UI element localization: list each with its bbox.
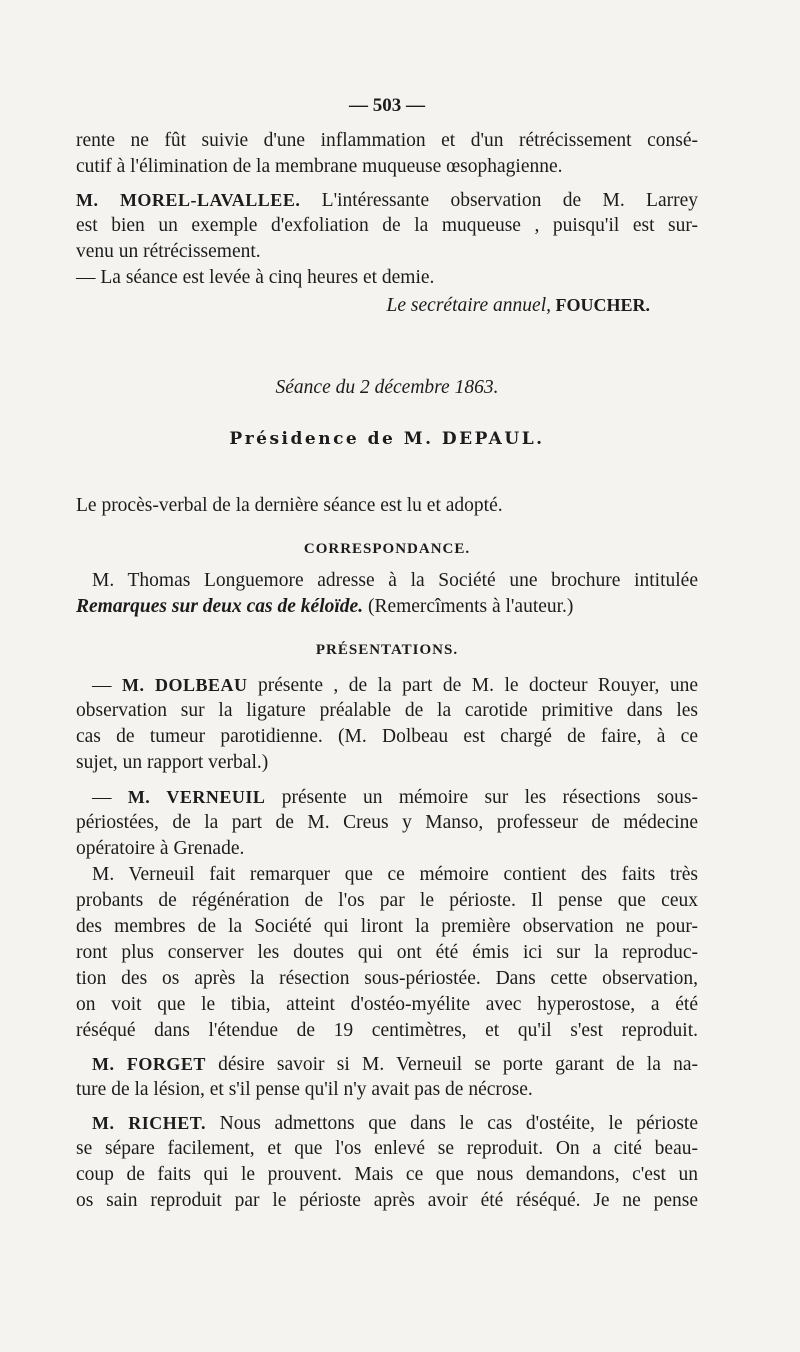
text-line: venu un rétrécissement. [76, 241, 261, 262]
text-line: coup de faits qui le prouvent. Mais ce que nous demandons, c'est un [76, 1164, 698, 1185]
text-line: os sain reproduit par le périoste après avoir été réséqué. Je ne pense [76, 1190, 698, 1211]
text-line: — La séance est levée à cinq heures et demie. [76, 267, 435, 288]
dash: — [92, 675, 122, 696]
section-heading-presentations: PRÉSENTATIONS. [315, 642, 459, 658]
paragraph-forget [76, 1051, 698, 1078]
text-line: se sépare facilement, et que l'os enlevé se reproduit. On a cité beau- [76, 1138, 698, 1159]
text-line: M. Verneuil fait remarquer que ce mémoire contient des faits très [92, 864, 698, 885]
speaker-name: M. VERNEUIL [127, 787, 266, 807]
text-line: périostées, de la part de M. Creus y Manso, professeur de médecine [76, 812, 698, 833]
seance-title: Séance du 2 décembre 1863. [275, 377, 499, 398]
speaker-name: M. FORGET [92, 1054, 206, 1074]
text-line: M. Thomas Longuemore adresse à la Société une brochure intitulée [92, 570, 698, 591]
speaker-name: M. MOREL-LAVALLEE. [76, 190, 301, 210]
text-line: rente ne fût suivie d'une inflammation et d'un rétrécissement consé- [76, 130, 698, 151]
text-line: ront plus conserver les doutes qui ont été émis ici sur la reproduc- [76, 942, 698, 963]
text-line: cas de tumeur parotidienne. (M. Dolbeau est chargé de faire, à ce [76, 726, 698, 747]
section-heading-correspondance: CORRESPONDANCE. [303, 541, 471, 557]
signature-line [76, 292, 698, 319]
text-span: L'intéressante observation de M. Larrey [300, 190, 698, 211]
text-line: ture de la lésion, et s'il pense qu'il n'y avait pas de nécrose. [76, 1079, 533, 1100]
text-line: des membres de la Société qui liront la première observation ne pour- [76, 916, 698, 937]
text-line: est bien un exemple d'exfoliation de la muqueuse , puisqu'il est sur- [76, 215, 698, 236]
text-span: présente un mémoire sur les résections sous- [265, 787, 698, 808]
text-line: sujet, un rapport verbal.) [76, 752, 269, 773]
text-line: Le procès-verbal de la dernière séance est lu et adopté. [76, 495, 503, 516]
paragraph-morel-lavallee [76, 187, 698, 214]
paragraph-verneuil [76, 784, 698, 811]
dash: — [92, 787, 128, 808]
text-line: observation sur la ligature préalable de la carotide primitive dans les [76, 700, 698, 721]
paragraph-richet [76, 1110, 698, 1137]
signature-name: FOUCHER. [551, 295, 650, 315]
signature-title: Le secrétaire annuel, [386, 295, 551, 316]
text-line: tion des os après la résection sous-périostée. Dans cette observation, [76, 968, 698, 989]
text-line: probants de régénération de l'os par le périoste. Il pense que ceux [76, 890, 698, 911]
presidence-heading: Présidence de M. DEPAUL. [229, 429, 545, 449]
text-line: on voit que le tibia, atteint d'ostéo-myélite avec hyperostose, a été [76, 994, 698, 1015]
text-line: cutif à l'élimination de la membrane muqueuse œsophagienne. [76, 156, 563, 177]
speaker-name: M. RICHET. [92, 1113, 206, 1133]
text-line: réséqué dans l'étendue de 19 centimètres, et qu'il s'est reproduit. [76, 1020, 698, 1041]
speaker-name: M. DOLBEAU [121, 675, 248, 695]
page-number: — 503 — [349, 95, 425, 116]
text-line: opératoire à Grenade. [76, 838, 245, 859]
brochure-title: Remarques sur deux cas de kéloïde. [76, 596, 364, 617]
text-span: désire savoir si M. Verneuil se porte garant de la na- [205, 1054, 698, 1075]
text-span: présente , de la part de M. le docteur Rouyer, une [247, 675, 699, 696]
text-span: Nous admettons que dans le cas d'ostéite, le périoste [205, 1113, 698, 1134]
paragraph-remarques [76, 594, 698, 620]
text-span: (Remercîments à l'auteur.) [363, 596, 574, 617]
paragraph-dolbeau [76, 672, 698, 699]
